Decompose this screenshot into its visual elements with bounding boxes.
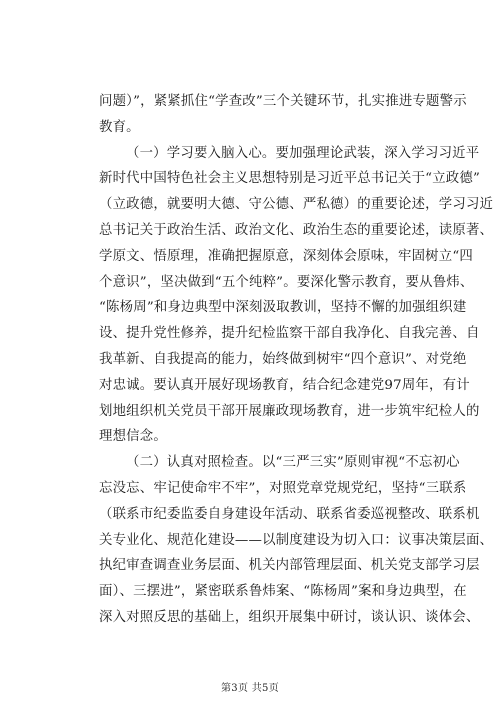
text-line: 教育。	[99, 119, 140, 135]
text-line: 执纪审查调查业务层面、机关内部管理层面、机关党支部学习层	[99, 558, 480, 574]
paragraph-study	[99, 141, 494, 451]
text-line: 新时代中国特色社会主义思想特别是习近平总书记关于“立政德”	[99, 171, 481, 187]
text-line: 学原文、悟原理，准确把握原意，深刻体会原味，牢固树立“四	[99, 248, 473, 264]
text-line: 总书记关于政治生活、政治文化、政治生态的重要论述，读原著、	[99, 222, 494, 238]
text-line: “陈杨周”和身边典型中深刻汲取教训，坚持不懈的加强组织建	[99, 300, 467, 316]
text-line: 个意识”，坚决做到“五个纯粹”。要深化警示教育，要从鲁炜、	[99, 274, 474, 290]
text-line: （二）认真对照检查。以“三严三实”原则审视“不忘初心	[126, 455, 460, 471]
paragraph-self-check	[99, 450, 494, 631]
text-line: 深入对照反思的基础上，组织开展集中研讨，谈认识、谈体会、	[99, 609, 480, 625]
text-line: 忘没忘、牢记使命牢不牢”，对照党章党规党纪，坚持“三联系	[99, 480, 467, 496]
text-line: 我革新、自我提高的能力，始终做到树牢“四个意识”、对党绝	[99, 351, 467, 367]
text-line: 划地组织机关党员干部开展廉政现场教育，进一步筑牢纪检人的	[99, 403, 480, 419]
paragraph-intro-end	[99, 89, 467, 141]
text-line: 设、提升党性修养，提升纪检监察干部自我净化、自我完善、自	[99, 326, 480, 342]
page-number-footer: 第3页 共5页	[220, 683, 279, 694]
text-line: 关专业化、规范化建设——以制度建设为切入口：议事决策层面、	[99, 532, 494, 548]
text-line: 面）、三摆进”，紧密联系鲁炜案、“陈杨周”案和身边典型，在	[99, 584, 467, 600]
text-line: 对忠诚。要认真开展好现场教育，结合纪念建党97周年，有计	[99, 377, 470, 393]
document-body	[99, 89, 494, 631]
text-line: （联系市纪委监委自身建设年活动、联系省委巡视整改、联系机	[99, 506, 480, 522]
text-line: 问题）”，紧紧抓住“学查改”三个关键环节，扎实推进专题警示	[99, 94, 467, 109]
text-line: （立政德，就要明大德、守公德、严私德）的重要论述，学习习近	[99, 197, 494, 213]
text-line: 理想信念。	[99, 429, 167, 445]
text-line: （一）学习要入脑入心。要加强理论武装，深入学习习近平	[126, 145, 480, 161]
